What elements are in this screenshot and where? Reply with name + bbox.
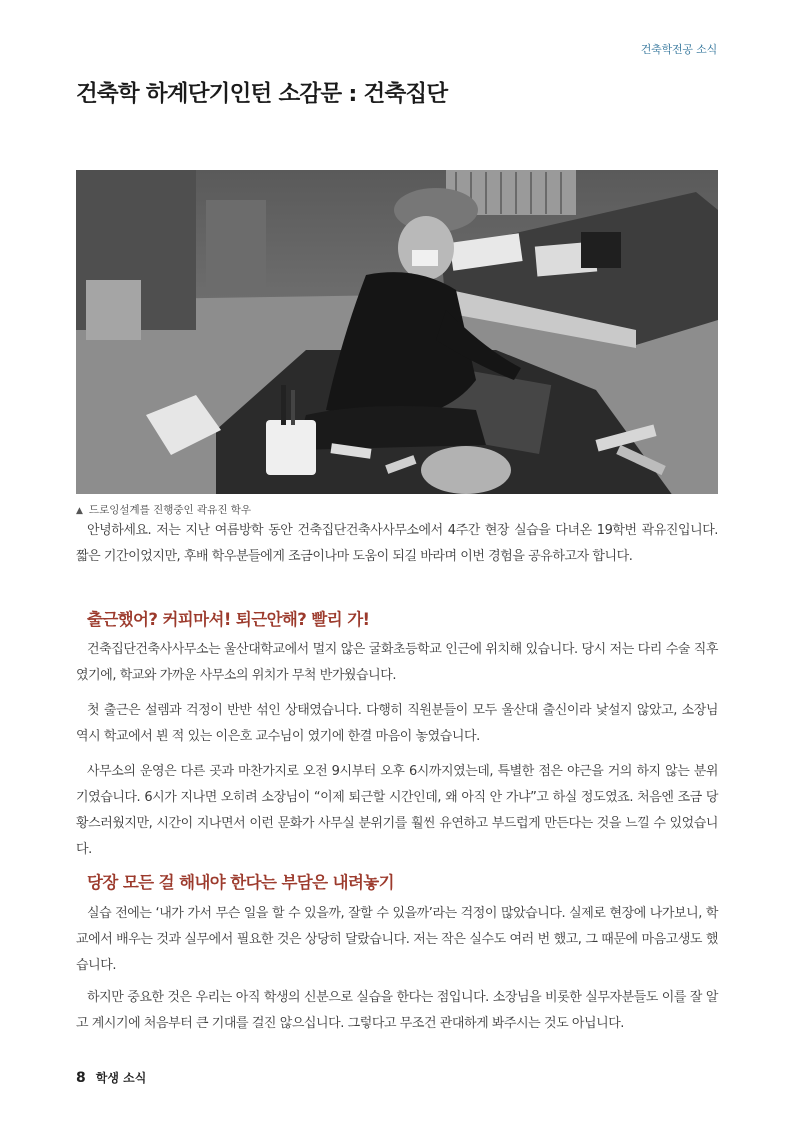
photo-caption (76, 502, 251, 517)
section2-paragraph-2: 하지만 중요한 것은 우리는 아직 학생의 신분으로 실습을 한다는 점입니다. 소장님을 비롯한 실무자분들도 이를 잘 알고 계시기에 처음부터 큰 기대를 걸진 않으십니다. 그렇다고 무조건 관대하게 봐주시는 것도 아닙니다. (76, 990, 718, 1031)
page-footer (76, 1069, 146, 1086)
section1-heading: 출근했어? 커피마셔! 퇴근안해? 빨리 가! (87, 610, 370, 629)
section-tag: 건축학전공 소식 (640, 43, 717, 56)
article-photo (76, 170, 718, 494)
caption-triangle-icon: ▲ (76, 506, 83, 516)
intro-paragraph: 안녕하세요. 저는 지난 여름방학 동안 건축집단건축사사무소에서 4주간 현장 실습을 다녀온 19학번 곽유진입니다. 짧은 기간이었지만, 후배 학우분들에게 조금이나마 도움이 되길 바라며 이번 경험을 공유하고자 합니다. (76, 523, 718, 564)
section1-paragraph-3: 사무소의 운영은 다른 곳과 마찬가지로 오전 9시부터 오후 6시까지였는데, 특별한 점은 야근을 거의 하지 않는 분위기였습니다. 6시가 지나면 오히려 소장님이 “이제 퇴근할 시간인데, 왜 아직 안 가냐”고 하실 정도였죠. 처음엔 조금 당황스러웠지만, 시간이 지나면서 이런 문화가 사무실 분위기를 훨씬 유연하고 부드럽게 만든다는 것을 느낄 수 있었습니다. (76, 764, 718, 857)
page-title: 건축학 하계단기인턴 소감문 : 건축집단 (76, 81, 448, 107)
section1-paragraph-2: 첫 출근은 설렘과 걱정이 반반 섞인 상태였습니다. 다행히 직원분들이 모두 울산대 출신이라 낯설지 않았고, 소장님 역시 학교에서 뵌 적 있는 이은호 교수님이 였기에 한결 마음이 놓였습니다. (76, 703, 718, 744)
page-number: 8 (76, 1070, 86, 1086)
footer-label: 학생 소식 (95, 1071, 147, 1085)
section2-heading: 당장 모든 걸 해내야 한다는 부담은 내려놓기 (87, 873, 394, 892)
caption-text: 드로잉설계를 진행중인 곽유진 학우 (88, 504, 252, 516)
section1-paragraph-1: 건축집단건축사사무소는 울산대학교에서 멀지 않은 굴화초등학교 인근에 위치해 있습니다. 당시 저는 다리 수술 직후였기에, 학교와 가까운 사무소의 위치가 무척 반가웠습니다. (76, 642, 718, 683)
section2-paragraph-1: 실습 전에는 ‘내가 가서 무슨 일을 할 수 있을까, 잘할 수 있을까’라는 걱정이 많았습니다. 실제로 현장에 나가보니, 학교에서 배우는 것과 실무에서 필요한 것은 상당히 달랐습니다. 저는 작은 실수도 여러 번 했고, 그 때문에 마음고생도 했습니다. (76, 906, 718, 973)
